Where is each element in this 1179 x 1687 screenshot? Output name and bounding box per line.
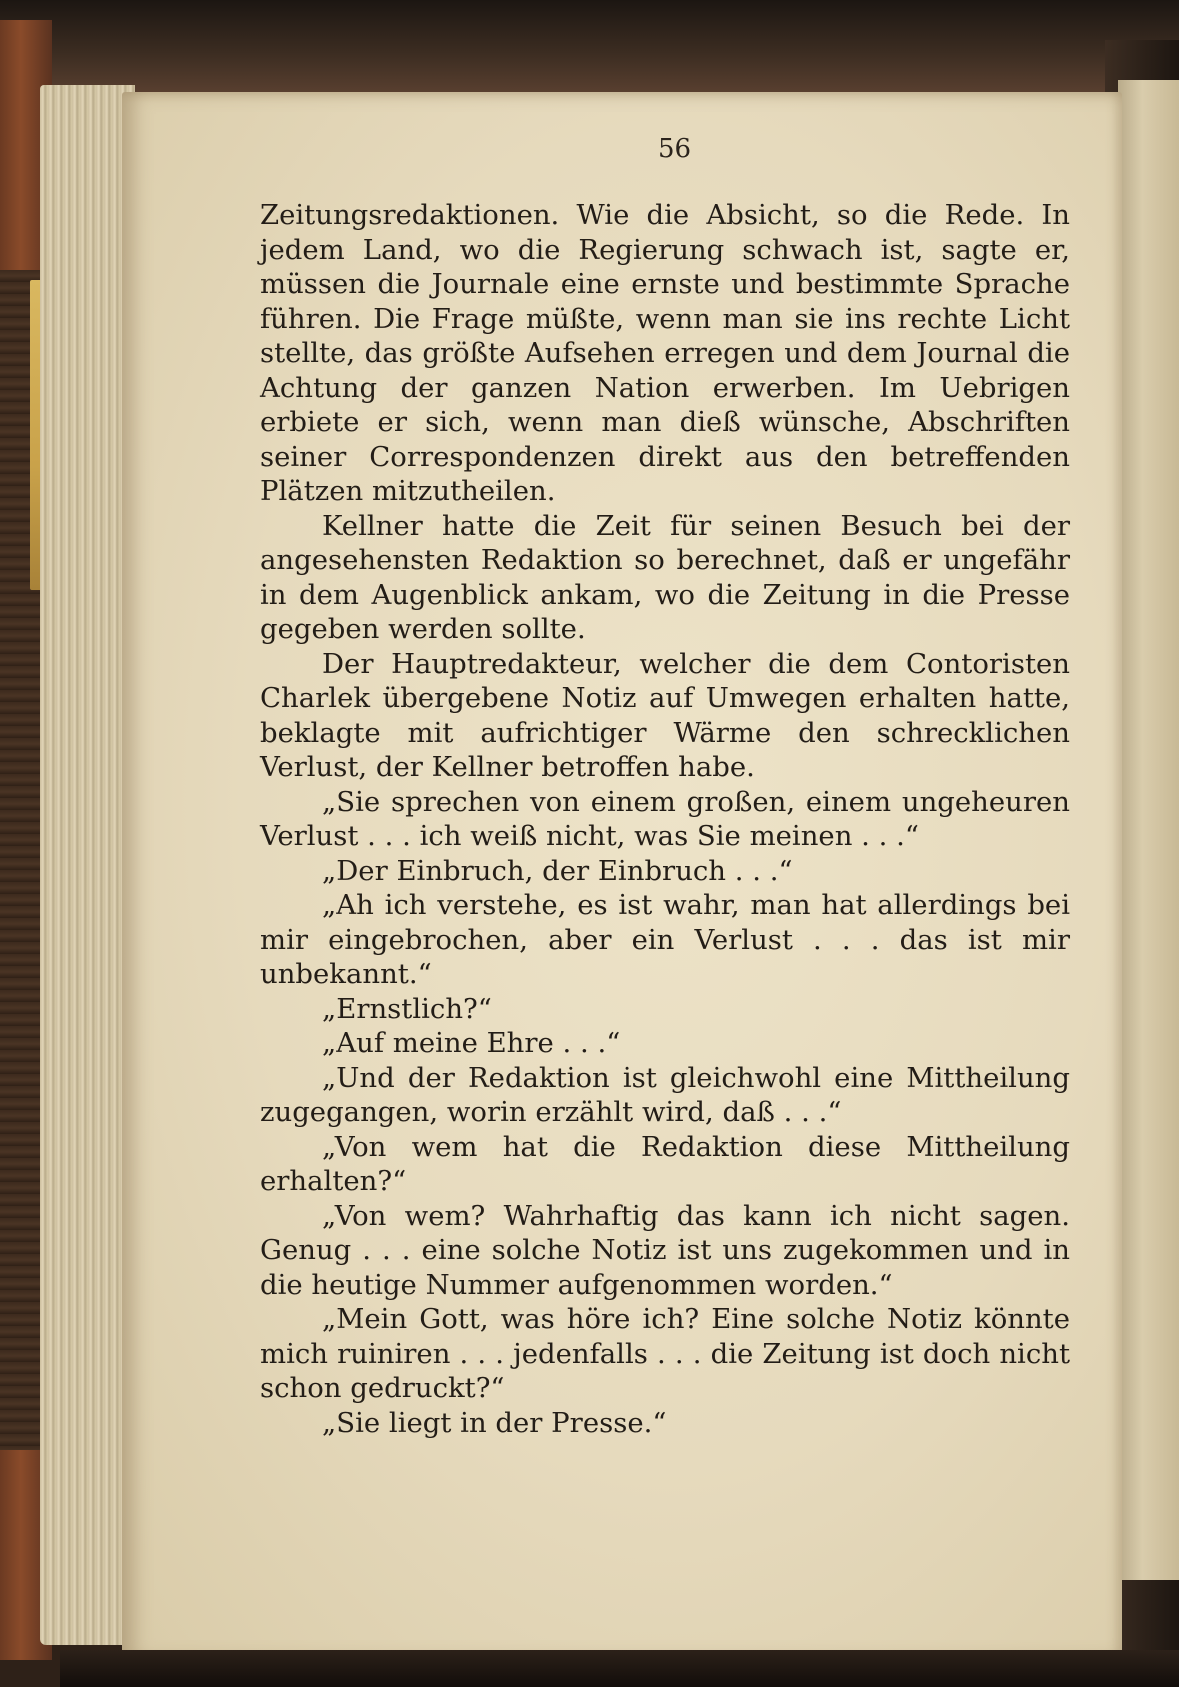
paragraph: „Ah ich verstehe, es ist wahr, man hat allerdings bei mir eingebrochen, aber ein Verlust . . . das ist mir unbekannt.“ bbox=[260, 889, 1070, 990]
paragraph: Kellner hatte die Zeit für seinen Besuch bei der angesehensten Redaktion so berechnet, daß er ungefähr in dem Augenblick ankam, wo die Zeitung in die Presse gegeben werden sollte. bbox=[260, 509, 1070, 645]
paragraph: „Von wem hat die Redaktion diese Mittheilung erhalten?“ bbox=[260, 1130, 1070, 1197]
paragraph: „Mein Gott, was höre ich? Eine solche Notiz könnte mich ruiniren . . . jedenfalls . . . die Zeitung ist doch nicht schon gedruckt?“ bbox=[260, 1303, 1070, 1404]
paragraph: „Ernstlich?“ bbox=[322, 992, 492, 1025]
paragraph: Zeitungsredaktionen. Wie die Absicht, so die Rede. In jedem Land, wo die Regierung schwach ist, sagte er, müssen die Journale eine ernste und bestimmte Sprache führen. Die Frage müßte, wenn man sie ins rechte Licht stellte, das größte Aufsehen erregen und dem Journal die Achtung der ganzen Nation erwerben. Im Uebrigen erbiete er sich, wenn man dieß wünsche, Abschriften seiner Correspondenzen direkt aus den betreffenden Plätzen mitzutheilen. bbox=[260, 199, 1070, 507]
paragraph: Der Hauptredakteur, welcher die dem Contoristen Charlek übergebene Notiz auf Umwegen erhalten hatte, beklagte mit aufrichtiger Wärme den schrecklichen Verlust, der Kellner betroffen habe. bbox=[260, 647, 1070, 783]
facing-page-edge bbox=[1118, 80, 1179, 1580]
paragraph: „Und der Redaktion ist gleichwohl eine Mittheilung zugegangen, worin erzählt wird, daß . . .“ bbox=[260, 1061, 1070, 1128]
book-cover-top bbox=[0, 0, 1179, 95]
paragraph: „Von wem? Wahrhaftig das kann ich nicht sagen. Genug . . . eine solche Notiz ist uns zugekommen und in die heutige Nummer aufgenommen worden.“ bbox=[260, 1199, 1070, 1301]
bottom-shadow bbox=[60, 1650, 1179, 1687]
paragraph: „Auf meine Ehre . . .“ bbox=[322, 1027, 621, 1059]
paragraph: „Sie sprechen von einem großen, einem ungeheuren Verlust . . . ich weiß nicht, was Sie meinen . . .“ bbox=[260, 785, 1070, 852]
paragraph: „Der Einbruch, der Einbruch . . .“ bbox=[322, 854, 793, 887]
page-body-text bbox=[260, 198, 1070, 1440]
page-stack-edges bbox=[40, 85, 135, 1645]
paragraph: „Sie liegt in der Presse.“ bbox=[322, 1406, 667, 1439]
page-number: 56 bbox=[657, 134, 692, 164]
